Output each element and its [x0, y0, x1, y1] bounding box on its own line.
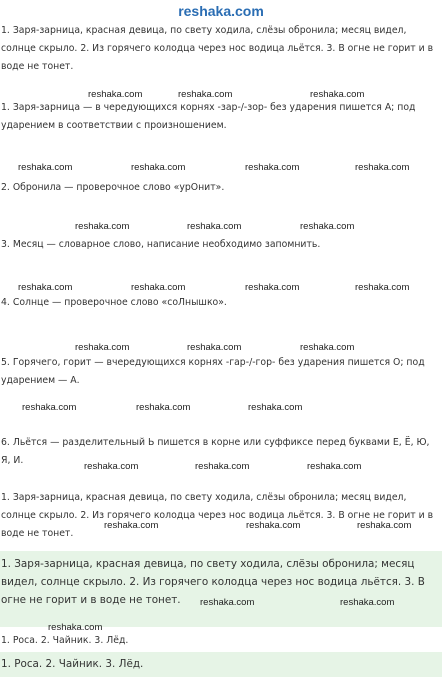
watermark: reshaka.com	[246, 520, 301, 531]
watermark: reshaka.com	[340, 597, 395, 608]
watermark: reshaka.com	[248, 402, 303, 413]
watermark: reshaka.com	[18, 162, 73, 173]
watermark: reshaka.com	[84, 461, 139, 472]
watermark: reshaka.com	[178, 89, 233, 100]
explanation-mesyac: 3. Месяц — словарное слово, написание необходимо запомнить.	[1, 239, 321, 250]
watermark: reshaka.com	[300, 342, 355, 353]
riddles-text: 1. Заря-зарница, красная девица, по свету ходила, слёзы обронила; месяц видел, солнце скрыло. 2. Из горячего колодца через нос водица льётся. 3. В огне не горит и в воде не тонет.	[1, 25, 434, 72]
watermark: reshaka.com	[245, 282, 300, 293]
explanation-zarya: 1. Заря-зарница — в чередующихся корнях -зар-/-зор- без ударения пишется А; под ударением в соответствии с произношением.	[1, 102, 416, 131]
riddles-morpheme-text: 1. Заря-зарница, красная девица, по свету ходила, слёзы обронила; месяц видел, солнце скрыло. 2. Из горячего колодца через нос водица льётся. 3. В огне не горит и в воде не тонет.	[1, 492, 434, 539]
watermark: reshaka.com	[22, 402, 77, 413]
watermark: reshaka.com	[75, 221, 130, 232]
highlight-block-riddles	[0, 551, 442, 627]
explanation-lyotsya: 6. Льётся — разделительный Ь пишется в корне или суффиксе перед буквами Е, Ё, Ю, Я, И.	[1, 437, 430, 466]
watermark: reshaka.com	[88, 89, 143, 100]
watermark: reshaka.com	[355, 282, 410, 293]
watermark: reshaka.com	[357, 520, 412, 531]
watermark: reshaka.com	[307, 461, 362, 472]
watermark: reshaka.com	[48, 622, 103, 633]
watermark: reshaka.com	[187, 342, 242, 353]
highlight-answers-text: 1. Роса. 2. Чайник. 3. Лёд.	[1, 658, 144, 670]
explanation-goryachego: 5. Горячего, горит — вчередующихся корнях -гар-/-гор- без ударения пишется О; под ударением — А.	[1, 357, 425, 386]
watermark: reshaka.com	[200, 597, 255, 608]
watermark: reshaka.com	[355, 162, 410, 173]
watermark: reshaka.com	[131, 162, 186, 173]
watermark: reshaka.com	[18, 282, 73, 293]
explanation-solnce: 4. Солнце — проверочное слово «соЛнышко».	[1, 297, 227, 308]
watermark: reshaka.com	[136, 402, 191, 413]
watermark: reshaka.com	[104, 520, 159, 531]
watermark: reshaka.com	[245, 162, 300, 173]
explanation-obronila: 2. Обронила — проверочное слово «урOнит».	[1, 182, 225, 193]
watermark: reshaka.com	[131, 282, 186, 293]
watermark: reshaka.com	[310, 89, 365, 100]
watermark: reshaka.com	[75, 342, 130, 353]
highlight-block-answers	[0, 652, 442, 677]
highlight-riddles-text: 1. Заря-зарница, красная девица, по свету ходила, слёзы обронила; месяц видел, солнце скрыло. 2. Из горячего колодца через нос водица льётся. 3. В огне не горит и в воде не тонет.	[1, 558, 425, 606]
answers-text: 1. Роса. 2. Чайник. 3. Лёд.	[1, 635, 129, 646]
watermark: reshaka.com	[195, 461, 250, 472]
watermark: reshaka.com	[300, 221, 355, 232]
watermark: reshaka.com	[187, 221, 242, 232]
site-logo[interactable]: reshaka.com	[178, 3, 264, 19]
